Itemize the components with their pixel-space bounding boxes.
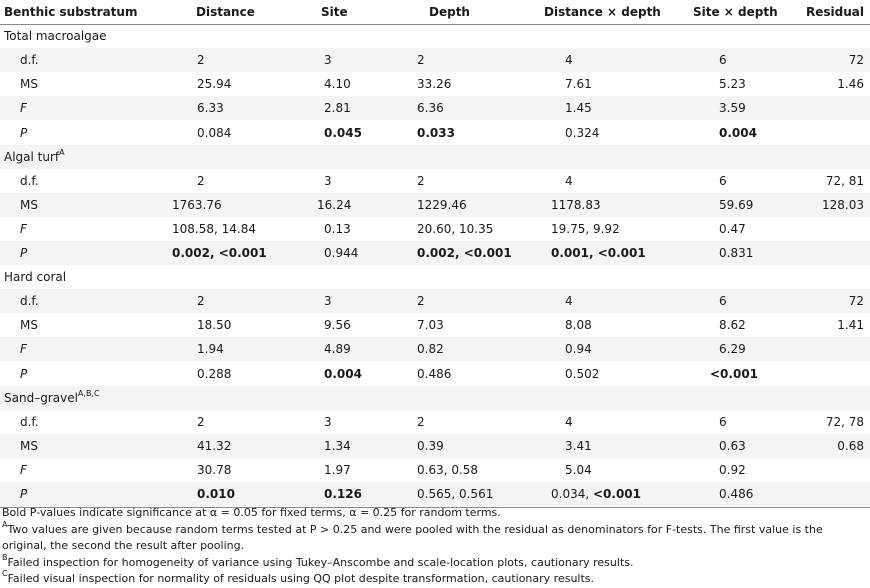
table-cell: 1.94 (197, 342, 224, 357)
table-cell: 1.45 (565, 101, 592, 116)
table-cell: 0.033 (417, 125, 455, 140)
cell-part-bold: <0.001 (592, 487, 641, 501)
table-cell: 3 (324, 414, 332, 429)
footnote-b (2, 552, 868, 572)
header-residual: Residual (806, 5, 864, 19)
table-cell: 5.04 (565, 462, 592, 477)
table-row (0, 169, 870, 193)
table-cell: 20.60, 10.35 (417, 221, 494, 236)
section-row (0, 24, 870, 48)
table-cell: 2 (197, 173, 205, 188)
stat-label: F (20, 462, 27, 477)
header-distance: Distance (196, 5, 255, 19)
table-cell: 8.62 (719, 318, 746, 333)
header-benthic-substratum: Benthic substratum (4, 5, 138, 19)
table-cell: 3.41 (565, 438, 592, 453)
table-cell: 0.004 (324, 366, 362, 381)
table-cell: 0.486 (417, 366, 452, 381)
table-cell: 59.69 (719, 197, 754, 212)
table-cell: 18.50 (197, 318, 232, 333)
table-cell: 0.002, <0.001 (417, 246, 512, 260)
table-cell: 0.82 (417, 342, 444, 357)
table-cell: 128.03 (822, 197, 864, 212)
table-cell: 0.288 (197, 366, 232, 381)
header-depth: Depth (429, 5, 470, 19)
table-cell: 3.59 (719, 101, 746, 116)
stat-label: d.f. (20, 53, 39, 68)
stat-label: F (20, 342, 27, 357)
footnote-a-mark: A (2, 519, 8, 529)
footnote-a-text: Two values are given because random terms tested at P > 0.25 and were pooled with the residual as denominators for F-tests. The first value is the original, the second the result after pooling. (2, 522, 823, 552)
table-cell: 2 (417, 53, 425, 68)
table-cell: 72 (848, 294, 864, 309)
table-cell: 4 (565, 414, 573, 429)
table-cell: 4 (565, 53, 573, 68)
section-title (4, 145, 65, 169)
table-cell: 0.831 (719, 246, 754, 260)
table-cell: 1229.46 (417, 197, 467, 212)
table-cell: 7.03 (417, 318, 444, 333)
stat-label: P (20, 366, 28, 381)
table-cell: 3 (324, 53, 332, 68)
table-cell: 0.13 (324, 221, 351, 236)
header-site: Site (321, 5, 348, 19)
footnote-bold-text: Bold P-values indicate significance at α = 0.05 for fixed terms, α = 0.25 for random terms. (2, 506, 501, 519)
footnote-b-text: Failed inspection for homogeneity of variance using Tukey–Anscombe and scale-location plots, cautionary results. (7, 555, 634, 569)
stat-label: F (20, 101, 27, 116)
table-row (0, 458, 870, 482)
header-distance-x-depth: Distance × depth (544, 5, 661, 19)
table-cell: 0.010 (197, 487, 235, 501)
section-title-text: Total macroalgae (4, 29, 107, 44)
section-title (4, 265, 66, 289)
footnote-c (2, 571, 868, 588)
table-cell: 1.41 (837, 318, 864, 333)
table-cell: 0.004 (719, 125, 757, 140)
table-cell: 0.944 (324, 246, 359, 260)
stat-label: MS (20, 77, 38, 92)
table-cell: 0.324 (565, 125, 600, 140)
footnote-c-mark: C (2, 569, 8, 579)
table-cell: 3 (324, 294, 332, 309)
table-cell: 1763.76 (172, 197, 222, 212)
table-cell: 2 (197, 414, 205, 429)
footnote-c-text: Failed visual inspection for normality of residuals using QQ plot despite transformation, cautionary results. (7, 572, 595, 585)
section-title-footnote-mark: A (59, 147, 65, 157)
table-cell: 6 (719, 53, 727, 68)
table-cell: 7.61 (565, 77, 592, 92)
table-cell: 2 (197, 53, 205, 68)
table-cell: 0.68 (837, 438, 864, 453)
table-row (0, 121, 870, 145)
table-cell: 0.045 (324, 125, 362, 140)
table-cell: 19.75, 9.92 (551, 221, 620, 236)
stat-label: MS (20, 197, 38, 212)
table-cell: 6.29 (719, 342, 746, 357)
stat-label: P (20, 246, 28, 260)
table-cell: 5.23 (719, 77, 746, 92)
stat-label: MS (20, 438, 38, 453)
footnote-b-mark: B (2, 552, 8, 562)
section-title (4, 386, 100, 410)
header-divider (0, 24, 870, 25)
table-cell: 8.08 (565, 318, 592, 333)
table-cell: 6.33 (197, 101, 224, 116)
table-cell: 6 (719, 414, 727, 429)
table-cell: 3 (324, 173, 332, 188)
table-cell: 0.94 (565, 342, 592, 357)
section-title-text: Sand–gravel (4, 390, 78, 405)
table-cell: 4 (565, 294, 573, 309)
stat-label: F (20, 221, 27, 236)
table-cell: 9.56 (324, 318, 351, 333)
table-cell: 0.002, <0.001 (172, 246, 267, 260)
table-cell: 0.486 (719, 487, 754, 501)
table-cell: 4 (565, 173, 573, 188)
table-cell: 72, 81 (825, 173, 864, 188)
section-title-text: Hard coral (4, 270, 67, 285)
table-row (0, 96, 870, 120)
table-cell: 1.34 (324, 438, 351, 453)
table-cell: 0.47 (719, 221, 746, 236)
section-row (0, 265, 870, 289)
table-cell: 0.502 (565, 366, 600, 381)
table-cell: 6.36 (417, 101, 444, 116)
stat-label: MS (20, 318, 38, 333)
table-cell: 0.63, 0.58 (417, 462, 479, 477)
table-row (0, 482, 870, 506)
table-row (0, 72, 870, 96)
section-row (0, 386, 870, 410)
table-cell: 2 (417, 294, 425, 309)
table-row (0, 289, 870, 313)
table-cell: 41.32 (197, 438, 232, 453)
table-cell: 0.92 (719, 462, 746, 477)
table-cell: 0.126 (324, 487, 362, 501)
table-row (0, 48, 870, 72)
table-row (0, 193, 870, 217)
table-cell: 1.46 (837, 77, 864, 92)
section-title (4, 24, 107, 48)
section-row (0, 145, 870, 169)
stat-label: d.f. (20, 414, 39, 429)
table-cell: 0.084 (197, 125, 232, 140)
table-row (0, 217, 870, 241)
table-row (0, 362, 870, 386)
section-title-footnote-mark: A,B,C (77, 388, 100, 398)
table-cell: 2 (417, 173, 425, 188)
table-cell: 0.565, 0.561 (417, 487, 494, 501)
table-row (0, 337, 870, 361)
table-cell: 6 (719, 294, 727, 309)
cell-part-normal: 0.034, (551, 487, 593, 501)
table-cell: 2.81 (324, 101, 351, 116)
header-site-x-depth: Site × depth (693, 5, 778, 19)
table-cell: 16.24 (317, 197, 352, 212)
table-row (0, 313, 870, 337)
table-cell: 2 (197, 294, 205, 309)
footnote-bold (2, 505, 868, 522)
stat-label: P (20, 487, 28, 501)
table-cell: 2 (417, 414, 425, 429)
table-cell: 4.10 (324, 77, 351, 92)
table-cell: 4.89 (324, 342, 351, 357)
table-cell: 108.58, 14.84 (172, 221, 256, 236)
table-cell: 0.63 (719, 438, 746, 453)
table-row (0, 241, 870, 265)
footnote-a (2, 519, 868, 555)
table-cell: 72 (848, 53, 864, 68)
table-footnotes (2, 505, 868, 588)
table-header-row (0, 0, 870, 24)
table-cell: 72, 78 (825, 414, 864, 429)
table-cell: 1178.83 (551, 197, 601, 212)
table-cell: 0.001, <0.001 (551, 246, 646, 260)
table-cell: 25.94 (197, 77, 232, 92)
table-cell: 30.78 (197, 462, 232, 477)
table-row (0, 410, 870, 434)
table-cell: 6 (719, 173, 727, 188)
table-cell: 1.97 (324, 462, 351, 477)
stat-label: P (20, 125, 28, 140)
stat-label: d.f. (20, 294, 39, 309)
table-cell: <0.001 (710, 366, 759, 381)
table-cell (551, 482, 641, 506)
section-title-text: Algal turf (4, 149, 60, 164)
table-cell: 0.39 (417, 438, 444, 453)
stat-label: d.f. (20, 173, 39, 188)
table-row (0, 434, 870, 458)
table-cell: 33.26 (417, 77, 452, 92)
